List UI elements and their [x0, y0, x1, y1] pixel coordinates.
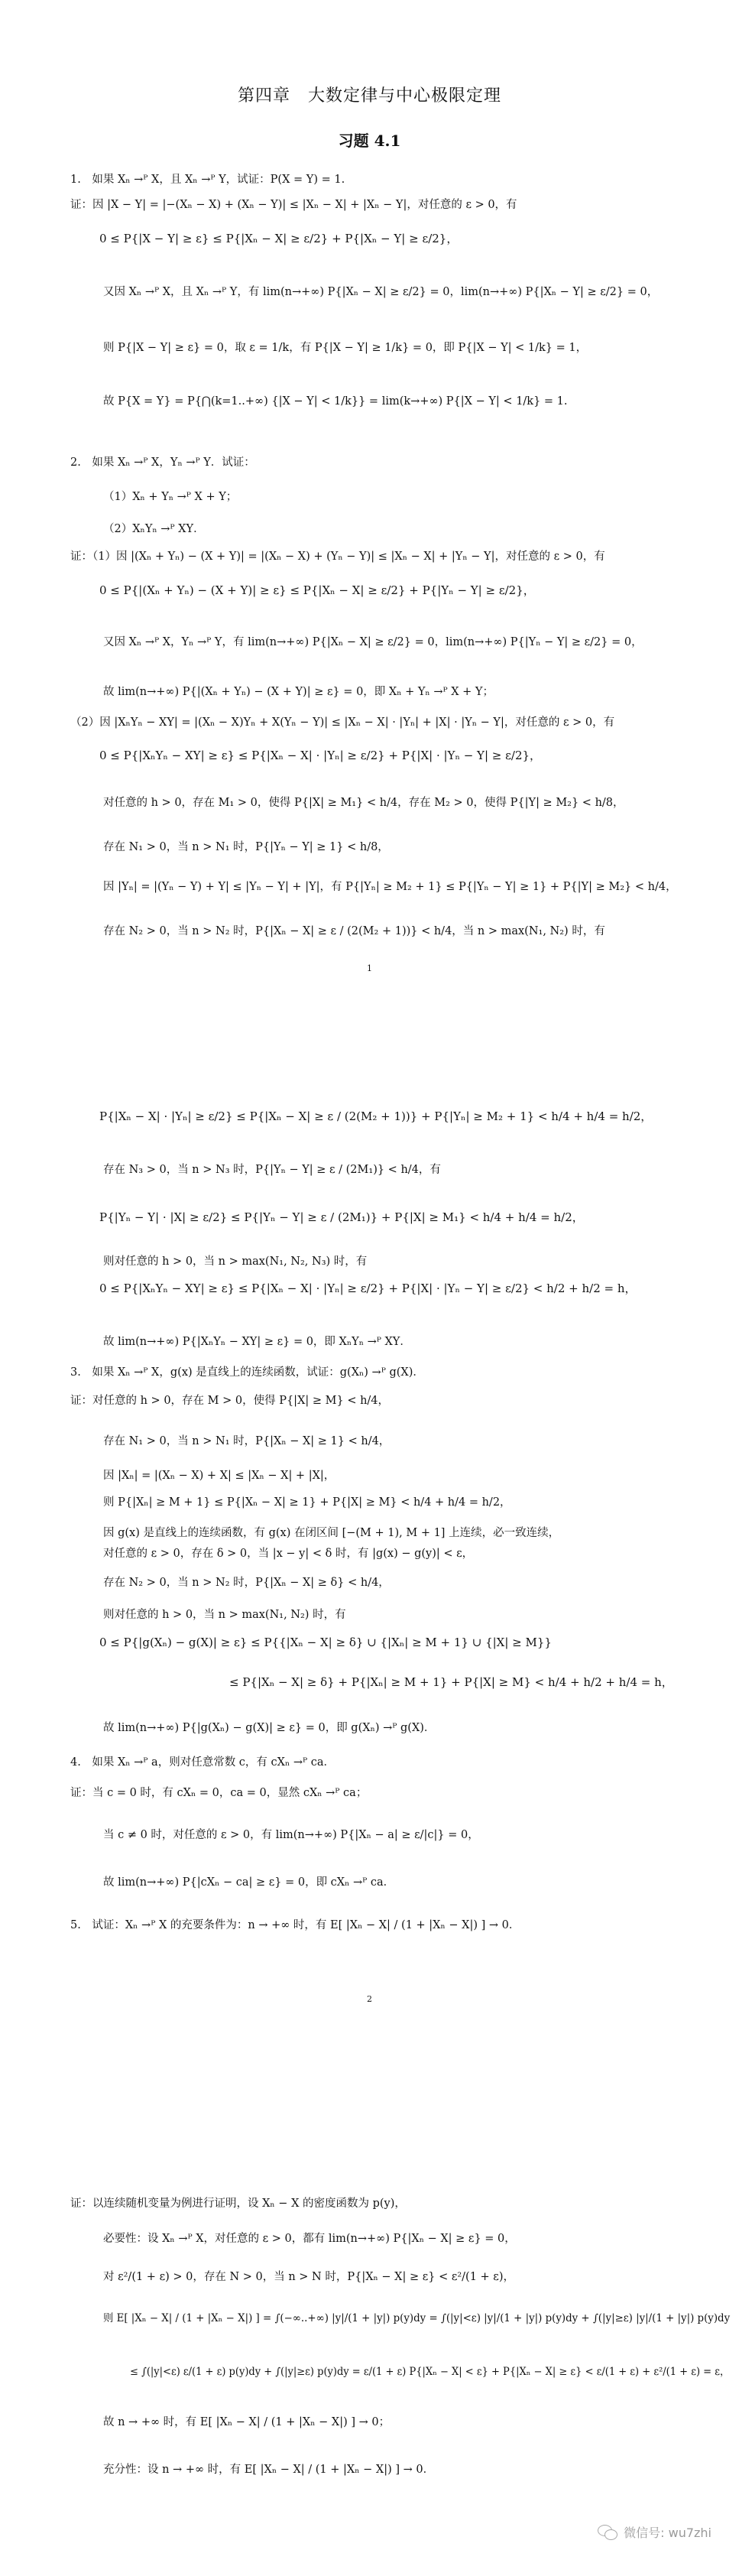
- formula-line: 0 ≤ P{|XₙYₙ − XY| ≥ ε} ≤ P{|Xₙ − X| · |Yₙ| ≥ ε/2} + P{|X| · |Yₙ − Y| ≥ ε/2} < h/2 + h/2 = h，: [99, 1282, 637, 1295]
- formula-line: P{|Yₙ − Y| · |X| ≥ ε/2} ≤ P{|Yₙ − Y| ≥ ε / (2M₁)} + P{|X| ≥ M₁} < h/4 + h/4 = h/2，: [99, 1210, 584, 1224]
- proof-line: 证：以连续随机变量为例进行证明，设 Xₙ − X 的密度函数为 p(y)，: [70, 2198, 406, 2210]
- proof-line: 存在 N₂ > 0，当 n > N₂ 时，P{|Xₙ − X| ≥ δ} < h/4，: [103, 1577, 390, 1589]
- proof-line: 则 P{|Xₙ| ≥ M + 1} ≤ P{|Xₙ − X| ≥ 1} + P{|X| ≥ M} < h/4 + h/4 = h/2，: [103, 1496, 511, 1509]
- proof-line: 充分性：设 n → +∞ 时，有 E[ |Xₙ − X| / (1 + |Xₙ − X|) ] → 0．: [103, 2464, 435, 2476]
- proof-line: 证：（1）因 |(Xₙ + Yₙ) − (X + Y)| = |(Xₙ − X) + (Yₙ − Y)| ≤ |Xₙ − X| + |Yₙ − Y|，对任意的 ε > 0，有: [70, 551, 605, 563]
- proof-line: 则 P{|X − Y| ≥ ε} = 0，取 ε = 1/k，有 P{|X − Y| ≥ 1/k} = 0，即 P{|X − Y| < 1/k} = 1，: [103, 342, 588, 354]
- problem-3-statement: 3. 如果 Xₙ →ᴾ X，g(x) 是直线上的连续函数，试证：g(Xₙ) →ᴾ g(X)．: [70, 1366, 424, 1379]
- formula-line: 0 ≤ P{|X − Y| ≥ ε} ≤ P{|Xₙ − X| ≥ ε/2} + P{|Xₙ − Y| ≥ ε/2}，: [99, 232, 459, 245]
- formula-line: 则 E[ |Xₙ − X| / (1 + |Xₙ − X|) ] = ∫(−∞..+∞) |y|/(1 + |y|) p(y)dy = ∫(|y|<ε) |y|/(1 + |y|) p(y)dy + ∫(|y|≥ε) |y|/(1 + |y|) p(y)dy: [103, 2312, 731, 2324]
- proof-line: 故 lim(n→+∞) P{|cXₙ − ca| ≥ ε} = 0，即 cXₙ →ᴾ ca．: [103, 1876, 395, 1889]
- proof-line: 故 n → +∞ 时，有 E[ |Xₙ − X| / (1 + |Xₙ − X|) ] → 0；: [103, 2416, 391, 2428]
- chapter-title: 第四章 大数定律与中心极限定理: [237, 86, 501, 106]
- proof-line: 存在 N₂ > 0，当 n > N₂ 时，P{|Xₙ − X| ≥ ε / (2(M₂ + 1))} < h/4，当 n > max(N₁, N₂) 时，有: [103, 925, 605, 937]
- formula-line: ≤ P{|Xₙ − X| ≥ δ} + P{|Xₙ| ≥ M + 1} + P{|X| ≥ M} < h/4 + h/2 + h/4 = h，: [229, 1675, 673, 1689]
- proof-line: 又因 Xₙ →ᴾ X，Yₙ →ᴾ Y，有 lim(n→+∞) P{|Xₙ − X| ≥ ε/2} = 0，lim(n→+∞) P{|Yₙ − Y| ≥ ε/2} = 0，: [103, 636, 643, 648]
- proof-line: 故 P{X = Y} = P{⋂(k=1..+∞) {|X − Y| < 1/k}} = lim(k→+∞) P{|X − Y| < 1/k} = 1.: [103, 395, 568, 408]
- proof-line: 则对任意的 h > 0，当 n > max(N₁, N₂) 时，有: [103, 1609, 346, 1621]
- problem-2-part-2: （2）XₙYₙ →ᴾ XY．: [103, 523, 205, 535]
- proof-line: 又因 Xₙ →ᴾ X，且 Xₙ →ᴾ Y，有 lim(n→+∞) P{|Xₙ − X| ≥ ε/2} = 0，lim(n→+∞) P{|Xₙ − Y| ≥ ε/2} = 0，: [103, 286, 659, 298]
- watermark-text: 微信号: wu7zhi: [624, 2526, 711, 2540]
- proof-line: 对任意的 ε > 0，存在 δ > 0，当 |x − y| < δ 时，有 |g(x) − g(y)| < ε，: [103, 1548, 474, 1560]
- proof-line: 因 |Yₙ| = |(Yₙ − Y) + Y| ≤ |Yₙ − Y| + |Y|，有 P{|Yₙ| ≥ M₂ + 1} ≤ P{|Yₙ − Y| ≥ 1} + P{|Y| ≥ M₂} < h/4，: [103, 881, 677, 893]
- proof-line: 因 g(x) 是直线上的连续函数，有 g(x) 在闭区间 [−(M + 1), M + 1] 上连续，必一致连续，: [103, 1527, 560, 1539]
- proof-line: 证：对任意的 h > 0，存在 M > 0，使得 P{|X| ≥ M} < h/4，: [70, 1395, 390, 1407]
- proof-line: 存在 N₁ > 0，当 n > N₁ 时，P{|Xₙ − X| ≥ 1} < h/4，: [103, 1435, 391, 1447]
- document-page-2: [0, 1040, 739, 2103]
- proof-line: 证：当 c = 0 时，有 cXₙ = 0，ca = 0，显然 cXₙ →ᴾ ca；: [70, 1787, 368, 1799]
- formula-line: 0 ≤ P{|g(Xₙ) − g(X)| ≥ ε} ≤ P{{|Xₙ − X| ≥ δ} ∪ {|Xₙ| ≥ M + 1} ∪ {|X| ≥ M}}: [99, 1636, 552, 1649]
- proof-line: 因 |Xₙ| = |(Xₙ − X) + X| ≤ |Xₙ − X| + |X|，: [103, 1470, 335, 1482]
- formula-line: P{|Xₙ − X| · |Yₙ| ≥ ε/2} ≤ P{|Xₙ − X| ≥ ε / (2(M₂ + 1))} + P{|Yₙ| ≥ M₂ + 1} < h/4 + h/4 = h/2，: [99, 1109, 653, 1123]
- proof-line: 当 c ≠ 0 时，对任意的 ε > 0，有 lim(n→+∞) P{|Xₙ − a| ≥ ε/|c|} = 0，: [103, 1829, 479, 1841]
- section-title: 习题 4.1: [338, 132, 401, 150]
- wechat-icon: [598, 2525, 617, 2540]
- problem-4-statement: 4. 如果 Xₙ →ᴾ a，则对任意常数 c，有 cXₙ →ᴾ ca．: [70, 1756, 335, 1769]
- proof-line: 对 ε²/(1 + ε) > 0，存在 N > 0，当 n > N 时，P{|Xₙ − X| ≥ ε} < ε²/(1 + ε)，: [103, 2271, 514, 2283]
- formula-line: 0 ≤ P{|XₙYₙ − XY| ≥ ε} ≤ P{|Xₙ − X| · |Yₙ| ≥ ε/2} + P{|X| · |Yₙ − Y| ≥ ε/2}，: [99, 749, 542, 762]
- document-page-3: [0, 2103, 739, 2576]
- proof-line: 故 lim(n→+∞) P{|(Xₙ + Yₙ) − (X + Y)| ≥ ε} = 0，即 Xₙ + Yₙ →ᴾ X + Y；: [103, 686, 494, 698]
- page-number: 1: [367, 963, 372, 973]
- wechat-watermark: [598, 2523, 711, 2541]
- problem-5-statement: 5. 试证：Xₙ →ᴾ X 的充要条件为：n → +∞ 时，有 E[ |Xₙ − X| / (1 + |Xₙ − X|) ] → 0．: [70, 1919, 520, 1931]
- page-number: 2: [367, 1994, 372, 2004]
- proof-line: 存在 N₁ > 0，当 n > N₁ 时，P{|Yₙ − Y| ≥ 1} < h/8，: [103, 841, 389, 853]
- proof-line: （2）因 |XₙYₙ − XY| = |(Xₙ − X)Yₙ + X(Yₙ − Y)| ≤ |Xₙ − X| · |Yₙ| + |X| · |Yₙ − Y|，对任意的 ε > 0，有: [70, 716, 615, 729]
- proof-line: 存在 N₃ > 0，当 n > N₃ 时，P{|Yₙ − Y| ≥ ε / (2M₁)} < h/4，有: [103, 1164, 441, 1176]
- proof-line: 则对任意的 h > 0，当 n > max(N₁, N₂, N₃) 时，有: [103, 1256, 368, 1268]
- proof-line: 故 lim(n→+∞) P{|g(Xₙ) − g(X)| ≥ ε} = 0，即 g(Xₙ) →ᴾ g(X)．: [103, 1722, 436, 1734]
- proof-line: 证：因 |X − Y| = |−(Xₙ − X) + (Xₙ − Y)| ≤ |Xₙ − X| + |Xₙ − Y|，对任意的 ε > 0，有: [70, 199, 517, 211]
- proof-line: 必要性：设 Xₙ →ᴾ X，对任意的 ε > 0，都有 lim(n→+∞) P{|Xₙ − X| ≥ ε} = 0，: [103, 2233, 516, 2245]
- document-page-1: [0, 0, 739, 1040]
- formula-line: 0 ≤ P{|(Xₙ + Yₙ) − (X + Y)| ≥ ε} ≤ P{|Xₙ − X| ≥ ε/2} + P{|Yₙ − Y| ≥ ε/2}，: [99, 583, 535, 597]
- problem-2-part-1: （1）Xₙ + Yₙ →ᴾ X + Y；: [103, 491, 238, 503]
- problem-2-statement: 2. 如果 Xₙ →ᴾ X，Yₙ →ᴾ Y．试证：: [70, 456, 255, 469]
- proof-line: 对任意的 h > 0，存在 M₁ > 0，使得 P{|X| ≥ M₁} < h/4，存在 M₂ > 0，使得 P{|Y| ≥ M₂} < h/8，: [103, 797, 624, 809]
- problem-1-statement: 1. 如果 Xₙ →ᴾ X，且 Xₙ →ᴾ Y，试证：P(X = Y) = 1.: [70, 174, 345, 186]
- proof-line: 故 lim(n→+∞) P{|XₙYₙ − XY| ≥ ε} = 0，即 XₙYₙ →ᴾ XY．: [103, 1336, 411, 1348]
- formula-line: ≤ ∫(|y|<ε) ε/(1 + ε) p(y)dy + ∫(|y|≥ε) p(y)dy = ε/(1 + ε) P{|Xₙ − X| < ε} + P{|Xₙ − X| ≥ ε} < ε/(1 + ε) + ε²/(1 + ε) = ε，: [130, 2366, 730, 2378]
